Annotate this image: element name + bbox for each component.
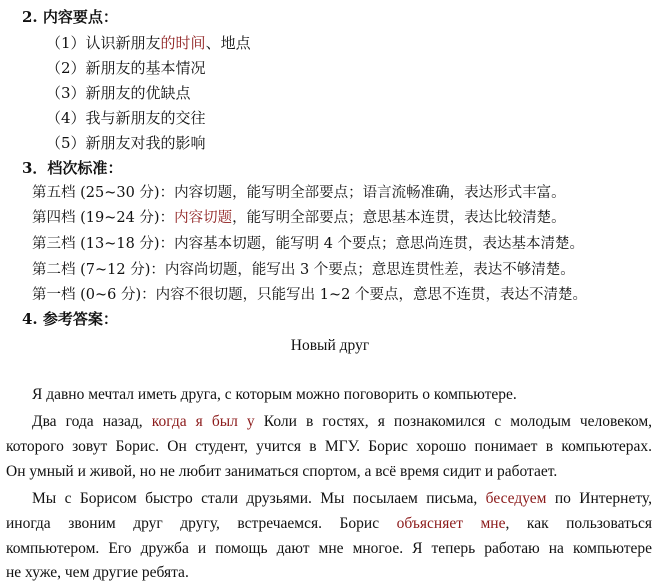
essay-p3-text: Мы с Борисом быстро стали друзьями. Мы посылаем письма, bbox=[32, 490, 486, 507]
grade-5: 第五档 (25~30 分)：内容切题，能写明全部要点；语言流畅准确，表达形式丰富。 bbox=[32, 185, 566, 201]
essay-paragraph-2-line-3: Он умный и живой, но не любит заниматься спортом, а всё время сидит и работает. bbox=[6, 463, 558, 480]
essay-p3-text-end: по Интернету, bbox=[546, 490, 652, 507]
essay-p3-l2-highlight: объясняет мне bbox=[396, 515, 506, 532]
essay-paragraph-3-line-2 bbox=[6, 513, 652, 535]
content-point-1-highlight: 的时间 bbox=[160, 34, 206, 52]
essay-title: Новый друг bbox=[290, 337, 370, 354]
content-point-3: （3）新朋友的优缺点 bbox=[46, 84, 191, 102]
essay-paragraph-2-line-1 bbox=[32, 411, 652, 433]
section-4-heading: 4. 参考答案： bbox=[22, 310, 118, 328]
section-3-heading: 3．档次标准： bbox=[22, 159, 123, 177]
grade-1: 第一档 (0~6 分)：内容不很切题，只能写出 1~2 个要点，意思不连贯，表达不清楚。 bbox=[32, 287, 587, 303]
essay-paragraph-3-line-1 bbox=[32, 488, 652, 510]
essay-paragraph-2-line-2: которого зовут Борис. Он студент, учится в МГУ. Борис хорошо понимает в компьютерах. bbox=[6, 438, 652, 455]
content-point-1-post: 、地点 bbox=[205, 34, 251, 52]
content-point-1-pre: （1）认识新朋友 bbox=[46, 34, 161, 52]
essay-paragraph-3-line-4: не хуже, чем другие ребята. bbox=[6, 564, 189, 581]
content-point-4: （4）我与新朋友的交往 bbox=[46, 109, 206, 127]
grade-4-highlight: 内容切题 bbox=[174, 210, 233, 226]
essay-p2-text-end: Коли в гостях, я познакомился с молодым человеком, bbox=[254, 413, 652, 430]
grade-2: 第二档 (7~12 分)：内容尚切题，能写出 3 个要点；意思连贯性差，表达不够清楚。 bbox=[32, 262, 575, 278]
grade-3: 第三档 (13~18 分)：内容基本切题，能写明 4 个要点；意思尚连贯，表达基本清楚。 bbox=[32, 236, 585, 252]
section-2-heading: 2. 内容要点： bbox=[22, 8, 118, 26]
essay-p2-highlight: когда я был у bbox=[151, 413, 255, 430]
essay-p3-l2-text-end: , как пользоваться bbox=[505, 515, 653, 532]
grade-4-pre: 第四档 (19~24 分)： bbox=[32, 210, 175, 226]
essay-p3-l2-text: иногда звоним друг другу, встречаемся. Борис bbox=[6, 515, 397, 532]
essay-p3-highlight: беседуем bbox=[485, 490, 547, 507]
content-point-1 bbox=[46, 32, 251, 54]
essay-paragraph-1: Я давно мечтал иметь друга, с которым можно поговорить о компьютере. bbox=[32, 386, 517, 403]
content-point-5: （5）新朋友对我的影响 bbox=[46, 134, 206, 152]
grade-4 bbox=[32, 207, 566, 229]
essay-p2-text: Два года назад, bbox=[32, 413, 152, 430]
content-point-2: （2）新朋友的基本情况 bbox=[46, 59, 206, 77]
grade-4-post: ，能写明全部要点；意思基本连贯，表达比较清楚。 bbox=[232, 210, 566, 226]
essay-paragraph-3-line-3: компьютером. Его дружба и помощь дают мне многое. Я теперь работаю на компьютере bbox=[6, 540, 652, 557]
